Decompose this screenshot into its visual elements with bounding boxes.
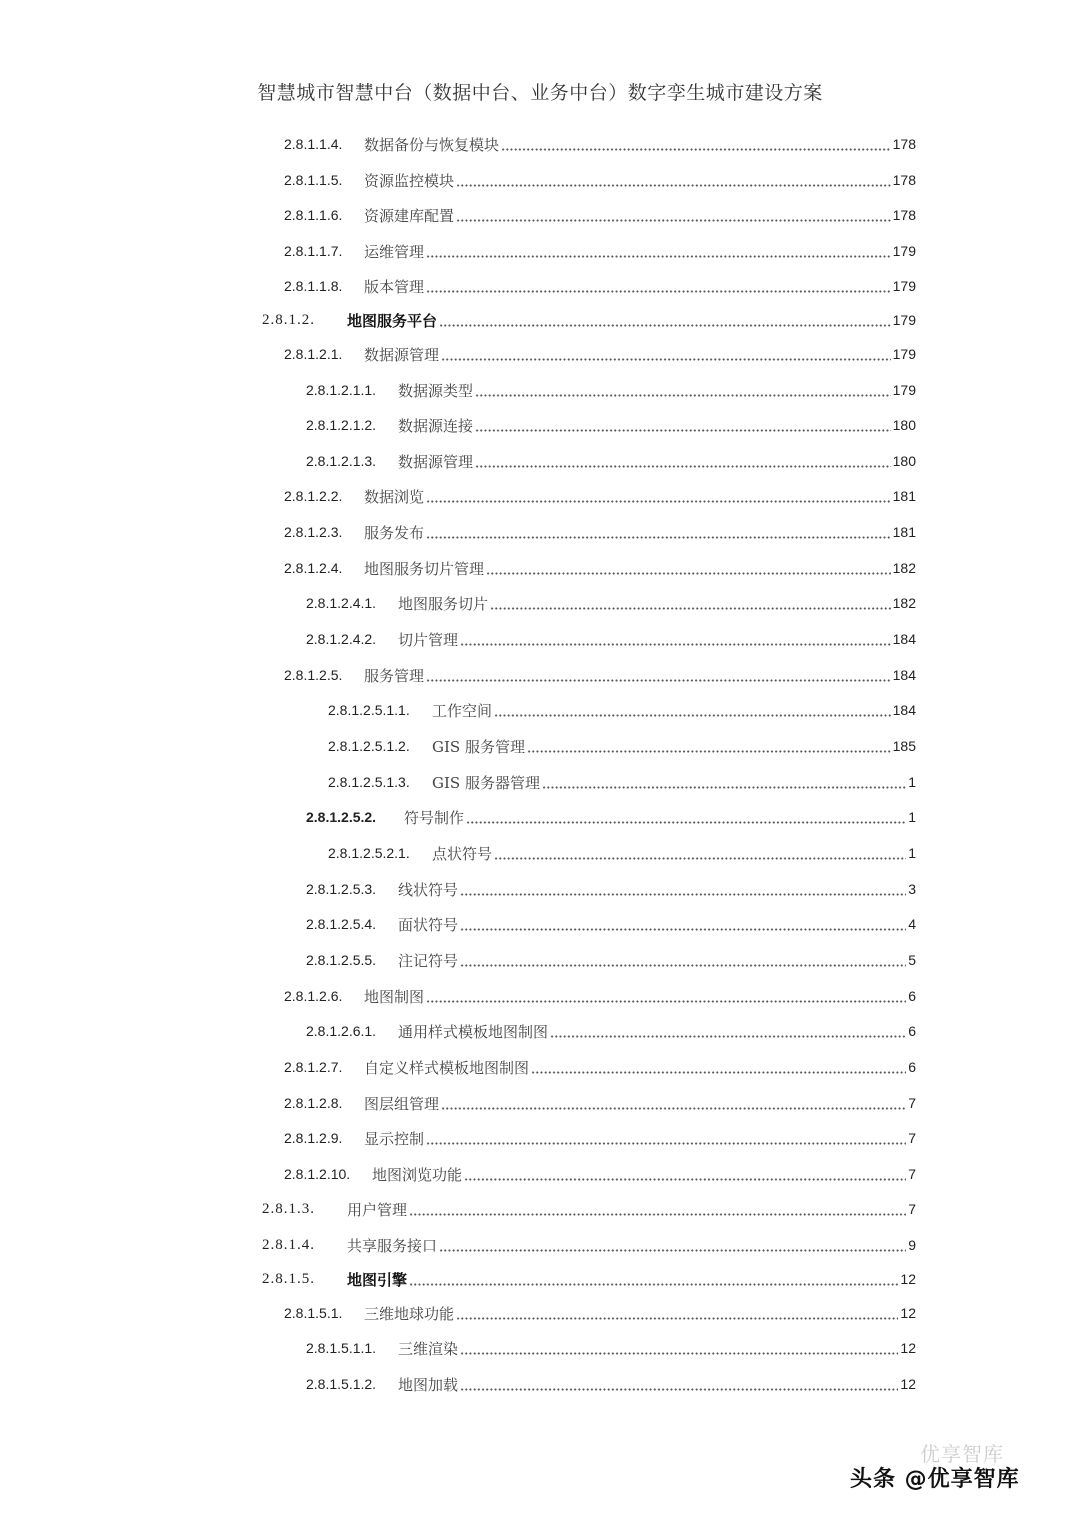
toc-entry-number: 2.8.1.1.7.	[284, 243, 343, 259]
toc-entry-page-number: 7	[908, 1201, 916, 1217]
toc-entry-label: 数据浏览	[364, 487, 425, 506]
toc-entry-page-number: 180	[892, 417, 916, 433]
toc-entry[interactable]	[284, 271, 916, 301]
toc-entry-label: 资源建库配置	[364, 206, 455, 225]
dot-leader	[542, 775, 906, 789]
toc-entry-number: 2.8.1.2.5.	[284, 667, 343, 683]
toc-entry-page-number: 6	[908, 1023, 916, 1039]
dot-leader	[475, 418, 891, 432]
toc-entry-number: 2.8.1.1.8.	[284, 278, 343, 294]
toc-entry[interactable]	[306, 945, 916, 975]
dot-leader	[426, 668, 891, 682]
toc-entry-number: 2.8.1.1.4.	[284, 136, 343, 152]
toc-entry-number: 2.8.1.5.1.2.	[306, 1376, 377, 1392]
toc-entry-page-number: 12	[900, 1376, 916, 1392]
toc-entry[interactable]	[284, 553, 916, 583]
toc-entry-label: 服务管理	[364, 666, 425, 685]
dot-leader	[426, 244, 891, 258]
toc-entry-label: 面状符号	[398, 915, 459, 934]
toc-entry-label: 注记符号	[398, 951, 459, 970]
toc-entry-page-number: 7	[908, 1130, 916, 1146]
toc-entry-number: 2.8.1.2.3.	[284, 524, 343, 540]
toc-entry-number: 2.8.1.5.	[262, 1270, 315, 1287]
toc-entry-label: 数据备份与恢复模块	[364, 135, 500, 154]
toc-entry[interactable]	[284, 165, 916, 195]
toc-entry[interactable]	[284, 236, 916, 266]
toc-entry-label: 地图引擎	[347, 1270, 408, 1289]
toc-entry-label: 图层组管理	[364, 1094, 440, 1113]
toc-entry-label: 版本管理	[364, 277, 425, 296]
toc-entry-number: 2.8.1.2.1.3.	[306, 453, 377, 469]
toc-entry-page-number: 5	[908, 952, 916, 968]
toc-entry-number: 2.8.1.2.8.	[284, 1095, 343, 1111]
dot-leader	[426, 525, 891, 539]
toc-entry-label: 点状符号	[432, 844, 493, 863]
toc-entry-number: 2.8.1.2.	[262, 311, 315, 328]
toc-entry[interactable]	[284, 481, 916, 511]
dot-leader	[494, 846, 906, 860]
toc-entry-label: 用户管理	[347, 1200, 408, 1219]
toc-entry-number: 2.8.1.2.6.	[284, 988, 343, 1004]
toc-entry-label: 三维地球功能	[364, 1304, 455, 1323]
dot-leader	[426, 489, 891, 503]
toc-entry[interactable]	[306, 410, 916, 440]
toc-entry[interactable]	[306, 624, 916, 654]
toc-entry-page-number: 12	[900, 1340, 916, 1356]
toc-entry[interactable]	[306, 1369, 916, 1399]
dot-leader	[475, 383, 891, 397]
toc-entry-number: 2.8.1.2.5.1.3.	[328, 774, 410, 790]
toc-entry-label: 数据源管理	[398, 452, 474, 471]
dot-leader	[460, 632, 891, 646]
toc-entry[interactable]	[262, 305, 916, 335]
dot-leader	[550, 1024, 906, 1038]
dot-leader	[490, 596, 891, 610]
toc-entry-number: 2.8.1.2.4.1.	[306, 595, 377, 611]
dot-leader	[475, 454, 891, 468]
toc-entry-page-number: 179	[892, 243, 916, 259]
toc-entry-label: 自定义样式模板地图制图	[364, 1058, 530, 1077]
toc-entry-page-number: 181	[892, 488, 916, 504]
toc-entry[interactable]	[306, 1333, 916, 1363]
toc-entry-page-number: 178	[892, 207, 916, 223]
watermark-text: 头条 @优享智库	[850, 1467, 1020, 1492]
toc-entry[interactable]	[328, 731, 916, 761]
toc-entry[interactable]	[328, 838, 916, 868]
toc-entry-page-number: 182	[892, 595, 916, 611]
dot-leader	[464, 1167, 906, 1181]
dot-leader	[456, 173, 891, 187]
toc-entry-page-number: 7	[908, 1166, 916, 1182]
toc-entry-page-number: 181	[892, 524, 916, 540]
toc-entry[interactable]	[262, 1230, 916, 1260]
toc-entry-label: 地图服务切片	[398, 594, 489, 613]
toc-entry-page-number: 9	[908, 1237, 916, 1253]
toc-entry-label: 运维管理	[364, 242, 425, 261]
watermark	[850, 1442, 1020, 1493]
toc-entry-label: 地图服务平台	[347, 311, 438, 330]
toc-entry-page-number: 178	[892, 136, 916, 152]
toc-entry[interactable]	[284, 1052, 916, 1082]
toc-entry-number: 2.8.1.2.9.	[284, 1130, 343, 1146]
toc-entry-page-number: 7	[908, 1095, 916, 1111]
dot-leader	[531, 1060, 906, 1074]
toc-entry-label: 地图浏览功能	[372, 1165, 463, 1184]
toc-entry-number: 2.8.1.2.1.	[284, 346, 343, 362]
dot-leader	[460, 917, 906, 931]
toc-entry-label: GIS 服务器管理	[432, 773, 540, 792]
toc-entry[interactable]	[284, 129, 916, 159]
toc-entry-label: 地图服务切片管理	[364, 559, 485, 578]
toc-entry-page-number: 184	[892, 667, 916, 683]
watermark-faint-text: 优享智库	[920, 1442, 1004, 1466]
dot-leader	[460, 1341, 898, 1355]
dot-leader	[409, 1272, 898, 1286]
dot-leader	[426, 279, 891, 293]
toc-entry-page-number: 179	[892, 382, 916, 398]
toc-entry[interactable]	[284, 1159, 916, 1189]
dot-leader	[439, 1238, 906, 1252]
toc-entry-number: 2.8.1.2.6.1.	[306, 1023, 377, 1039]
dot-leader	[456, 1306, 898, 1320]
toc-entry-page-number: 180	[892, 453, 916, 469]
toc-entry-number: 2.8.1.2.4.	[284, 560, 343, 576]
toc-entry-label: 显示控制	[364, 1129, 425, 1148]
toc-entry-number: 2.8.1.1.5.	[284, 172, 343, 188]
toc-entry[interactable]	[284, 517, 916, 547]
toc-entry-number: 2.8.1.2.2.	[284, 488, 343, 504]
toc-entry-page-number: 179	[892, 346, 916, 362]
toc-entry-label: 通用样式模板地图制图	[398, 1022, 549, 1041]
toc-entry-number: 2.8.1.5.1.	[284, 1305, 343, 1321]
document-header-title: 智慧城市智慧中台（数据中台、业务中台）数字孪生城市建设方案	[257, 82, 823, 104]
toc-entry[interactable]	[284, 660, 916, 690]
toc-entry-label: 数据源类型	[398, 381, 474, 400]
dot-leader	[486, 561, 891, 575]
dot-leader	[460, 953, 906, 967]
toc-entry-label: 数据源管理	[364, 345, 440, 364]
toc-entry-number: 2.8.1.2.10.	[284, 1166, 351, 1182]
toc-entry-number: 2.8.1.5.1.1.	[306, 1340, 377, 1356]
dot-leader	[441, 1096, 906, 1110]
dot-leader	[460, 1377, 898, 1391]
toc-entry[interactable]	[262, 1264, 916, 1294]
toc-entry-label: 资源监控模块	[364, 171, 455, 190]
toc-entry[interactable]	[262, 1194, 916, 1224]
toc-entry-label: 地图加载	[398, 1375, 459, 1394]
toc-entry-label: GIS 服务管理	[432, 737, 525, 756]
toc-entry-page-number: 184	[892, 631, 916, 647]
toc-entry-page-number: 1	[908, 809, 916, 825]
toc-entry-number: 2.8.1.2.5.3.	[306, 881, 377, 897]
dot-leader	[460, 882, 906, 896]
toc-entry-number: 2.8.1.3.	[262, 1200, 315, 1217]
toc-entry[interactable]	[328, 767, 916, 797]
toc-entry[interactable]	[284, 200, 916, 230]
toc-entry-label: 地图制图	[364, 987, 425, 1006]
toc-entry[interactable]	[306, 802, 916, 832]
toc-entry-label: 切片管理	[398, 630, 459, 649]
toc-entry-number: 2.8.1.2.5.2.1.	[328, 845, 410, 861]
toc-entry-page-number: 6	[908, 988, 916, 1004]
toc-entry-page-number: 1	[908, 774, 916, 790]
toc-entry-page-number: 179	[892, 312, 916, 328]
toc-entry-page-number: 12	[900, 1271, 916, 1287]
toc-entry-page-number: 1	[908, 845, 916, 861]
dot-leader	[426, 1131, 906, 1145]
toc-entry-number: 2.8.1.4.	[262, 1236, 315, 1253]
toc-entry[interactable]	[328, 695, 916, 725]
dot-leader	[426, 989, 906, 1003]
toc-entry[interactable]	[306, 874, 916, 904]
toc-entry-page-number: 12	[900, 1305, 916, 1321]
toc-entry-page-number: 179	[892, 278, 916, 294]
dot-leader	[439, 313, 891, 327]
toc-entry-number: 2.8.1.2.5.4.	[306, 916, 377, 932]
toc-entry-number: 2.8.1.2.7.	[284, 1059, 343, 1075]
toc-entry-number: 2.8.1.2.1.2.	[306, 417, 377, 433]
toc-entry-page-number: 4	[908, 916, 916, 932]
toc-entry-label: 数据源连接	[398, 416, 474, 435]
toc-entry-label: 共享服务接口	[347, 1236, 438, 1255]
toc-entry-label: 符号制作	[404, 808, 465, 827]
dot-leader	[456, 208, 891, 222]
toc-entry-page-number: 3	[908, 881, 916, 897]
toc-entry[interactable]	[306, 1016, 916, 1046]
toc-entry-number: 2.8.1.2.5.1.2.	[328, 738, 410, 754]
dot-leader	[527, 739, 891, 753]
toc-entry[interactable]	[306, 446, 916, 476]
toc-entry-page-number: 185	[892, 738, 916, 754]
toc-entry-label: 线状符号	[398, 880, 459, 899]
dot-leader	[466, 810, 906, 824]
toc-entry-number: 2.8.1.1.6.	[284, 207, 343, 223]
toc-entry[interactable]	[284, 339, 916, 369]
dot-leader	[409, 1202, 906, 1216]
toc-entry-page-number: 178	[892, 172, 916, 188]
toc-entry-number: 2.8.1.2.5.1.1.	[328, 702, 410, 718]
toc-entry-page-number: 6	[908, 1059, 916, 1075]
dot-leader	[441, 347, 891, 361]
toc-entry-label: 工作空间	[432, 701, 493, 720]
toc-entry-page-number: 184	[892, 702, 916, 718]
dot-leader	[501, 137, 891, 151]
toc-entry-label: 服务发布	[364, 523, 425, 542]
toc-entry[interactable]	[284, 981, 916, 1011]
toc-entry-number: 2.8.1.2.5.5.	[306, 952, 377, 968]
toc-entry[interactable]	[306, 909, 916, 939]
toc-entry[interactable]	[284, 1298, 916, 1328]
toc-entry[interactable]	[306, 375, 916, 405]
dot-leader	[494, 703, 891, 717]
toc-entry[interactable]	[306, 588, 916, 618]
toc-entry-number: 2.8.1.2.5.2.	[306, 809, 377, 825]
toc-entry-page-number: 182	[892, 560, 916, 576]
toc-entry-label: 三维渲染	[398, 1339, 459, 1358]
toc-entry[interactable]	[284, 1123, 916, 1153]
toc-entry[interactable]	[284, 1088, 916, 1118]
toc-entry-number: 2.8.1.2.1.1.	[306, 382, 377, 398]
toc-entry-number: 2.8.1.2.4.2.	[306, 631, 377, 647]
